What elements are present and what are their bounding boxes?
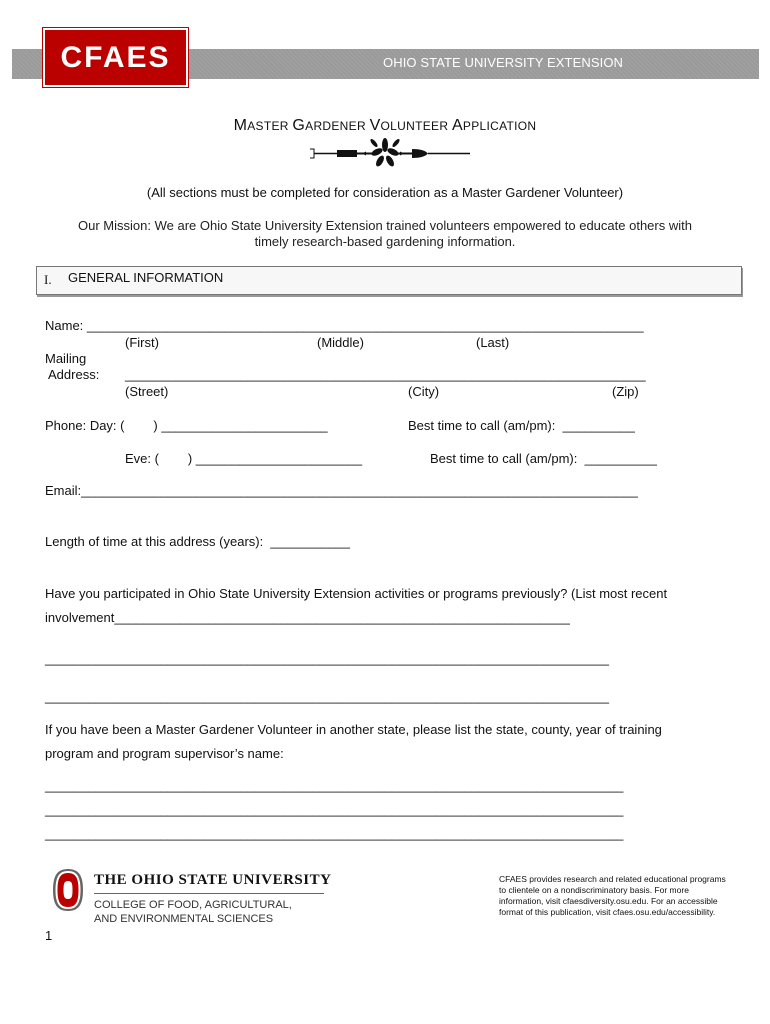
block-o-logo-icon	[52, 868, 84, 912]
last-name-label: (Last)	[476, 335, 510, 350]
phone-eve-field[interactable]: Eve: ( ) _______________________	[125, 451, 363, 466]
involvement-line-3[interactable]: ______________________________________________________________________________	[45, 689, 609, 704]
college-name	[94, 898, 292, 926]
completion-note: (All sections must be completed for consideration as a Master Gardener Volunteer)	[146, 185, 624, 200]
other-state-line-1[interactable]: ________________________________________________________________________________	[45, 778, 624, 793]
mission-line-2: timely research-based gardening information.	[254, 234, 516, 249]
zip-label: (Zip)	[612, 384, 639, 399]
other-state-question-1: If you have been a Master Gardener Volunteer in another state, please list the state, county, year of training	[45, 722, 662, 737]
page-title: MASTER GARDENER VOLUNTEER APPLICATION	[233, 117, 537, 134]
involvement-field[interactable]: involvement_______________________________________________________________	[45, 610, 570, 625]
other-state-line-3[interactable]: ________________________________________________________________________________	[45, 826, 624, 841]
phone-day-field[interactable]: Phone: Day: ( ) _______________________	[45, 418, 328, 433]
address-label: Address:	[48, 367, 100, 382]
wordmark-divider	[94, 893, 324, 894]
street-label: (Street)	[125, 384, 169, 399]
garden-tools-ornament-icon	[300, 136, 475, 172]
involvement-line-2[interactable]: ______________________________________________________________________________	[45, 651, 609, 666]
city-label: (City)	[408, 384, 440, 399]
other-state-line-2[interactable]: ________________________________________________________________________________	[45, 802, 624, 817]
cfaes-logo-text: CFAES	[60, 40, 171, 74]
best-time-eve-field[interactable]: Best time to call (am/pm): __________	[430, 451, 657, 466]
first-name-label: (First)	[125, 335, 159, 350]
header-bar-text: OHIO STATE UNIVERSITY EXTENSION	[383, 55, 624, 70]
best-time-day-field[interactable]: Best time to call (am/pm): __________	[408, 418, 635, 433]
section-number: I.	[44, 272, 52, 287]
nondiscrimination-disclaimer: CFAES provides research and related educational programs to clientele on a nondiscriminatory basis. For more information, visit cfaesdiversity.osu.edu. For an accessible format of this publication, visit cfaes.osu.edu/accessibility.	[499, 874, 726, 917]
page-number: 1	[45, 928, 53, 943]
cfaes-logo	[43, 28, 188, 87]
participation-question: Have you participated in Ohio State University Extension activities or programs previously? (List most recent	[45, 586, 668, 601]
mission-line-1: Our Mission: We are Ohio State University Extension trained volunteers empowered to educate others with	[78, 218, 692, 233]
name-field[interactable]: Name: _____________________________________________________________________________	[45, 318, 644, 333]
other-state-question-2: program and program supervisor’s name:	[45, 746, 284, 761]
middle-name-label: (Middle)	[317, 335, 364, 350]
osu-wordmark: THE OHIO STATE UNIVERSITY	[94, 872, 332, 888]
section-title: GENERAL INFORMATION	[68, 270, 224, 285]
mailing-label: Mailing	[45, 351, 87, 366]
college-name-line-2: AND ENVIRONMENTAL SCIENCES	[94, 913, 274, 925]
email-field[interactable]: Email:_____________________________________________________________________________	[45, 483, 638, 498]
address-field[interactable]: ________________________________________________________________________	[125, 367, 646, 382]
length-at-address-field[interactable]: Length of time at this address (years): ___________	[45, 534, 350, 549]
college-name-line-1: COLLEGE OF FOOD, AGRICULTURAL,	[94, 899, 292, 911]
